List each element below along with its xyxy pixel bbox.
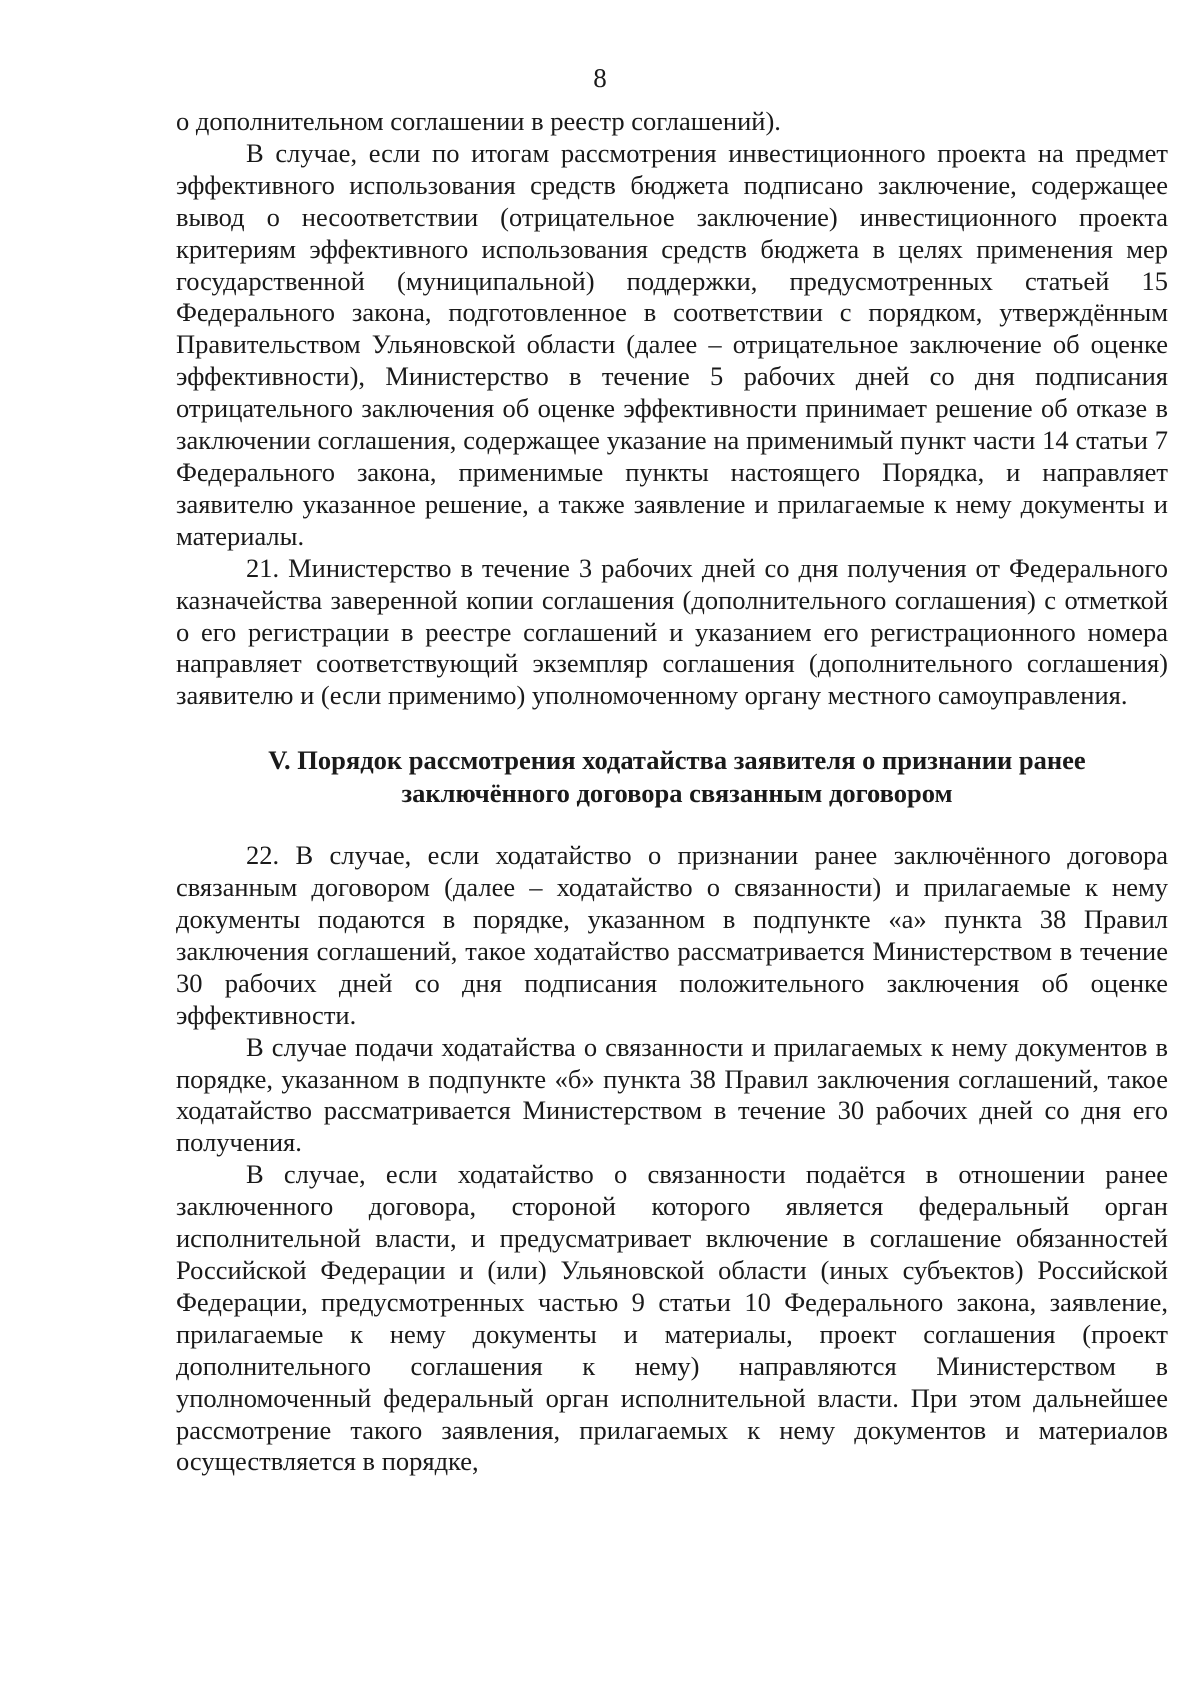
paragraph-item-22: 22. В случае, если ходатайство о признании ранее заключённого договора связанным договором (далее – ходатайство о связанности) и прилагаемые к нему документы подаются в порядке, указанном в подпункте «а» пункта 38 Правил заключения соглашений, такое ходатайство рассматривается Министерством в течение 30 рабочих дней со дня подписания положительного заключения об оценке эффективности. [176,840,1168,1030]
section-heading: V. Порядок рассмотрения ходатайства заявителя о признании ранее заключённого договора связанным договором [268,745,1086,809]
paragraph-federal-body: В случае, если ходатайство о связанности подаётся в отношении ранее заключенного договора, стороной которого является федеральный орган исполнительной власти, и предусматривает включение в соглашение обязанностей Российской Федерации и (или) Ульяновской области (иных субъектов) Российской Федерации, предусмотренных частью 9 статьи 10 Федерального закона, заявление, прилагаемые к нему документы и материалы, проект соглашения (проект дополнительного соглашения к нему) направляются Министерством в уполномоченный федеральный орган исполнительной власти. При этом дальнейшее рассмотрение такого заявления, прилагаемых к нему документов и материалов осуществляется в порядке, [176,1159,1168,1477]
paragraph-continuation: о дополнительном соглашении в реестр соглашений). [176,106,781,136]
document-body [176,106,1168,1478]
paragraph-subpoint-b: В случае подачи ходатайства о связанности и прилагаемых к нему документов в порядке, указанном в подпункте «б» пункта 38 Правил заключения соглашений, такое ходатайство рассматривается Министерством в течение 30 рабочих дней со дня его получения. [176,1031,1168,1158]
page-number: 8 [593,63,607,93]
paragraph-negative-conclusion: В случае, если по итогам рассмотрения инвестиционного проекта на предмет эффективного использования средств бюджета подписано заключение, содержащее вывод о несоответствии (отрицательное заключение) инвестиционного проекта критериям эффективного использования средств бюджета в целях применения мер государственной (муниципальной) поддержки, предусмотренных статьей 15 Федерального закона, подготовленное в соответствии с порядком, утверждённым Правительством Ульяновской области (далее – отрицательное заключение об оценке эффективности), Министерство в течение 5 рабочих дней со дня подписания отрицательного заключения об оценке эффективности принимает решение об отказе в заключении соглашения, содержащее указание на применимый пункт части 14 статьи 7 Федерального закона, применимые пункты настоящего Порядка, и направляет заявителю указанное решение, а также заявление и прилагаемые к нему документы и материалы. [176,137,1168,551]
paragraph-item-21: 21. Министерство в течение 3 рабочих дней со дня получения от Федерального казначейства заверенной копии соглашения (дополнительного соглашения) с отметкой о его регистрации в реестре соглашений и указанием его регистрационного номера направляет соответствующий экземпляр соглашения (дополнительного соглашения) заявителю и (если применимо) уполномоченному органу местного самоуправления. [176,552,1168,711]
